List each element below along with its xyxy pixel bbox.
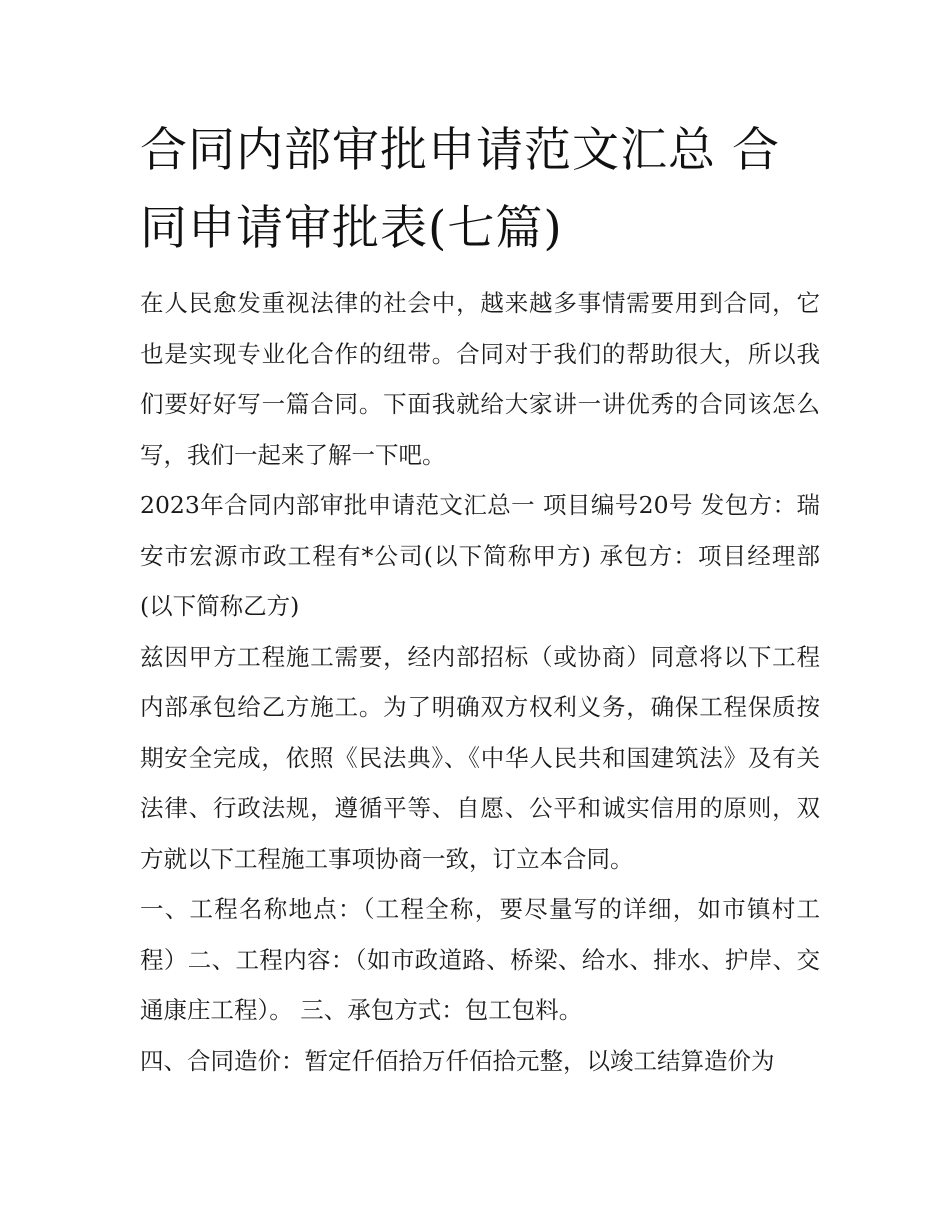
document-body	[140, 278, 820, 1086]
paragraph-purpose: 兹因甲方工程施工需要，经内部招标（或协商）同意将以下工程内部承包给乙方施工。为了明确双方权利义务，确保工程保质按期安全完成，依照《民法典》、《中华人民共和国建筑法》及有关法律、行政法规，遵循平等、自愿、公平和诚实信用的原则，双方就以下工程施工事项协商一致，订立本合同。	[140, 642, 820, 873]
paragraph-intro: 在人民愈发重视法律的社会中，越来越多事情需要用到合同，它也是实现专业化合作的纽带。合同对于我们的帮助很大，所以我们要好好写一篇合同。下面我就给大家讲一讲优秀的合同该怎么写，我们一起来了解一下吧。	[140, 289, 820, 469]
document-title: 合同内部审批申请范文汇总 合同申请审批表(七篇)	[140, 123, 780, 256]
paragraph-parties: 2023年合同内部审批申请范文汇总一 项目编号20号 发包方：瑞安市宏源市政工程有*公司(以下简称甲方) 承包方：项目经理部(以下简称乙方)	[140, 491, 820, 620]
paragraph-clause-4: 四、合同造价：暂定仟佰拾万仟佰拾元整，以竣工结算造价为	[140, 1046, 775, 1075]
paragraph-clauses-1-3: 一、工程名称地点：（工程全称，要尽量写的详细，如市镇村工程）二、工程内容：（如市政道路、桥梁、给水、排水、护岸、交通康庄工程）。 三、承包方式：包工包料。	[140, 895, 820, 1024]
